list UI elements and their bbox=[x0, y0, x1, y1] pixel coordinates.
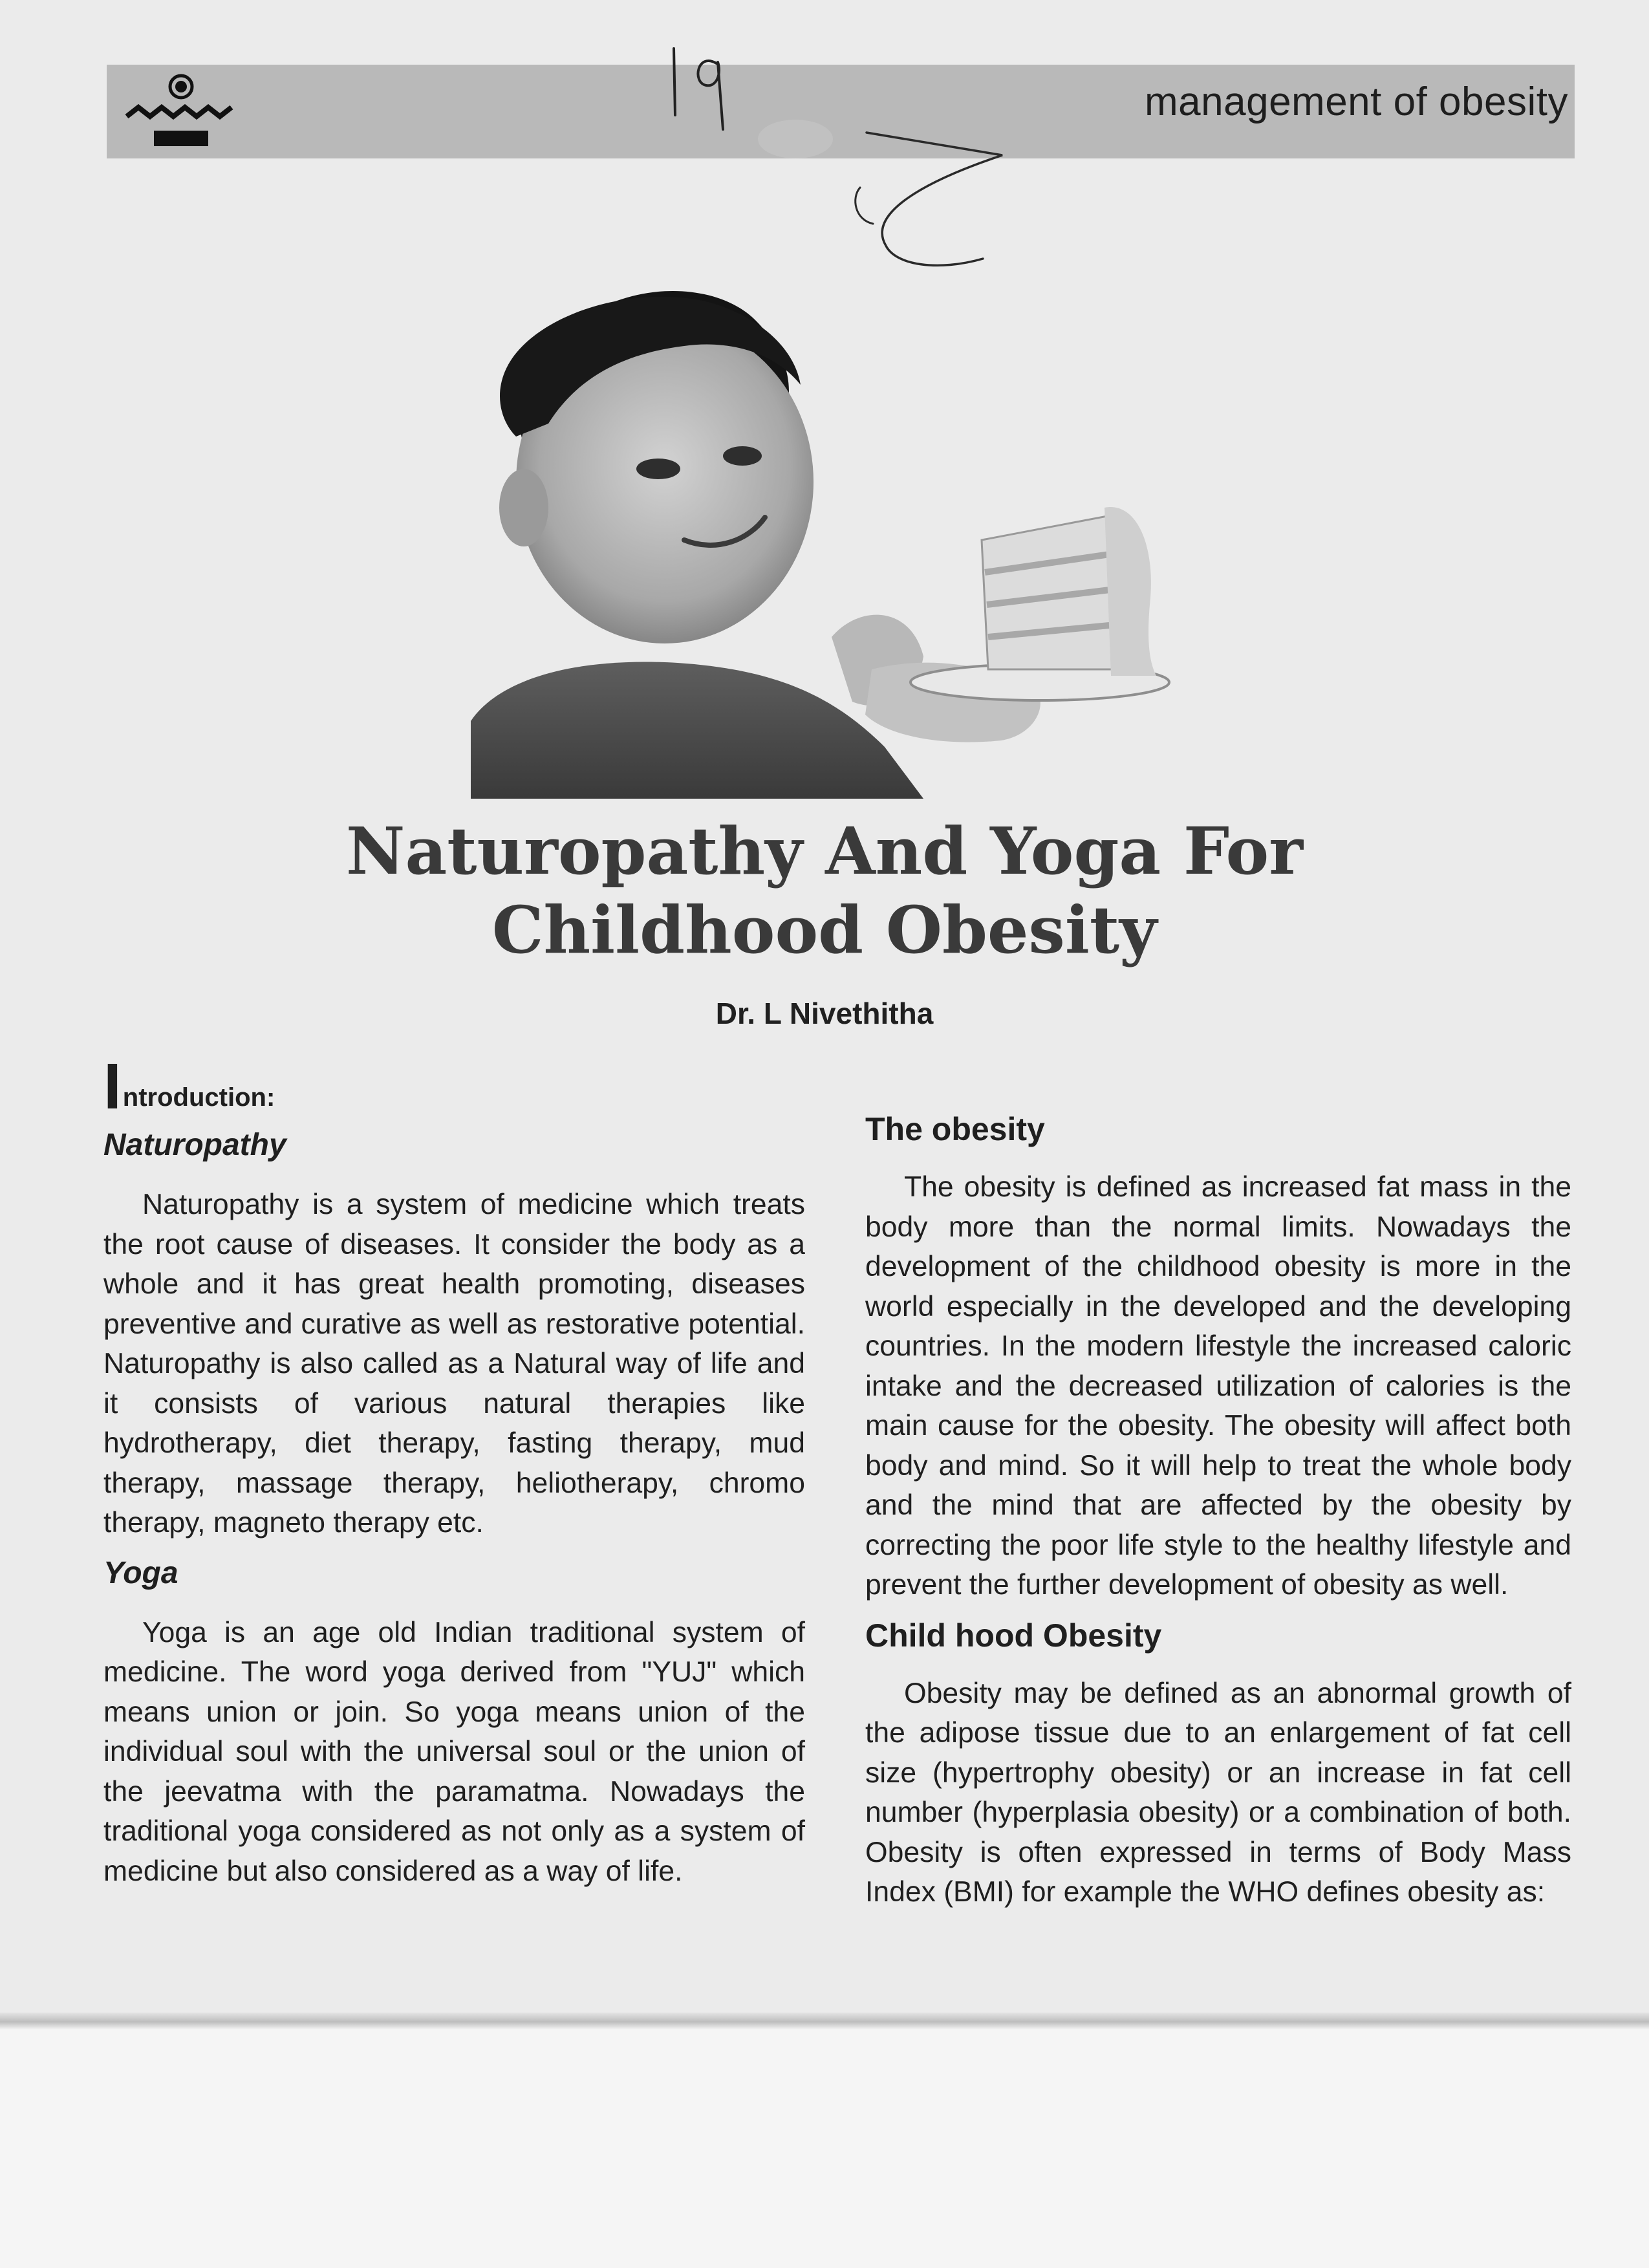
the-obesity-heading: The obesity bbox=[865, 1111, 1045, 1147]
naturopathy-heading: Naturopathy bbox=[103, 1128, 286, 1162]
childhood-obesity-paragraph: Obesity may be defined as an abnormal growth of the adipose tissue due to an enlargement of fat cell size (hypertrophy obesity) or an increase in fat cell number (hyperplasia obesity) or a combination of both. Obesity is often expressed in terms of Body Mass Index (BMI) for example the WHO defines obesity as: bbox=[865, 1677, 1571, 1908]
childhood-obesity-heading: Child hood Obesity bbox=[865, 1617, 1162, 1654]
the-obesity-paragraph: The obesity is defined as increased fat mass in the body more than the normal limits. Nowadays the development of the childhood obesity is more in the world especially in the developed and the developing countries. In the modern lifestyle the increased caloric intake and the decreased utilization of calories is the main cause for the obesity. The obesity will affect both body and mind. So it will help to treat the whole body and the mind that are affected by the obesity by correcting the poor life style to the healthy lifestyle and prevent the further development of obesity as well. bbox=[865, 1171, 1571, 1601]
article-title-line-2: Childhood Obesity bbox=[491, 892, 1158, 968]
magazine-logo-icon bbox=[123, 70, 239, 154]
header-title: management of obesity bbox=[1145, 80, 1568, 124]
introduction-heading bbox=[103, 1050, 805, 1123]
article-author: Dr. L Nivethitha bbox=[715, 997, 934, 1030]
svg-text:19: 19 bbox=[673, 123, 674, 124]
introduction-dropcap: I bbox=[103, 1050, 122, 1123]
yoga-paragraph: Yoga is an age old Indian traditional system of medicine. The word yoga derived from "YUJ" which means union or join. So yoga means union of the individual soul with the universal soul or the union of the jeevatma with the paramatma. Nowadays the traditional yoga considered as not only as a system of medicine but also considered as a way of life. bbox=[103, 1616, 805, 1887]
scan-background bbox=[0, 2024, 1649, 2268]
child-with-cake-photo bbox=[471, 268, 1260, 799]
handwritten-page-number bbox=[647, 26, 1048, 304]
article-title bbox=[194, 812, 1455, 969]
left-column bbox=[103, 1050, 805, 1891]
naturopathy-paragraph: Naturopathy is a system of medicine which treats the root cause of diseases. It consider the body as a whole and it has great health promoting, diseases preventive and curative as well as restorative potential. Naturopathy is also called as a Natural way of life and it consists of various natural therapies like hydrotherapy, diet therapy, fasting therapy, mud therapy, massage therapy, heliotherapy, chromo therapy, magneto therapy etc. bbox=[103, 1189, 805, 1539]
introduction-heading-text: ntroduction: bbox=[122, 1083, 275, 1112]
right-column bbox=[865, 1109, 1571, 1912]
article-title-line-1: Naturopathy And Yoga For bbox=[346, 813, 1303, 889]
page-bottom-edge bbox=[0, 2013, 1649, 2029]
yoga-heading: Yoga bbox=[103, 1555, 178, 1590]
